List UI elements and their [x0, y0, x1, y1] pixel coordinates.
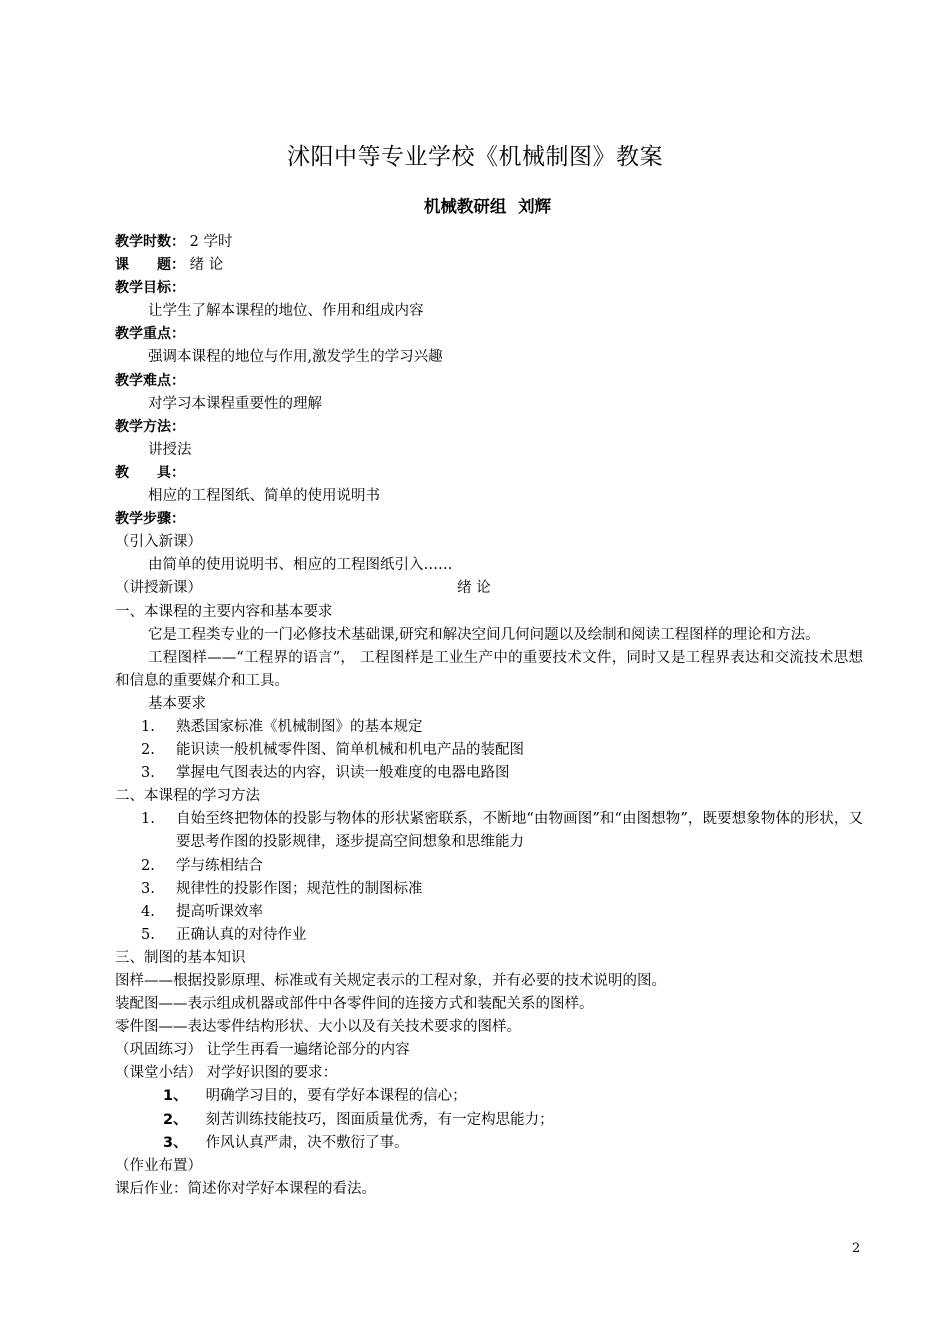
lecture-title: 绪 论 — [457, 580, 491, 597]
list-item-text: 提高听课效率 — [176, 903, 263, 920]
hours-row — [115, 231, 863, 254]
list-item-text: 学与练相结合 — [176, 857, 263, 874]
list-item-number: 2. — [141, 742, 155, 759]
list-item-text: 自始至终把物体的投影与物体的形状紧密联系，不断地“由物画图”和“由图想物”，既要想象物体的形状，又要思考作图的投影规律，逐步提高空间想象和思维能力 — [176, 811, 863, 851]
definition-drawing: 图样——根据投影原理、标准或有关规定表示的工程对象，并有必要的技术说明的图。 — [115, 973, 666, 989]
practice-label: （巩固练习） — [115, 1042, 202, 1059]
lesson-plan-body — [115, 231, 863, 1201]
page-number: 2 — [852, 1241, 861, 1256]
tools-value: 相应的工程图纸、简单的使用说明书 — [148, 488, 380, 505]
definition-part-drawing: 零件图——表达零件结构形状、大小以及有关技术要求的图样。 — [115, 1019, 521, 1036]
methods-list — [115, 808, 863, 947]
key-label: 教学重点： — [115, 326, 185, 343]
list-item-text: 正确认真的对待作业 — [176, 926, 307, 943]
list-item — [115, 762, 863, 785]
list-item — [115, 808, 863, 854]
list-item — [115, 901, 863, 924]
summary-text: 对学好识图的要求： — [206, 1065, 338, 1082]
summary-row — [115, 1062, 863, 1085]
homework-text: 课后作业：简述你对学好本课程的看法。 — [115, 1180, 376, 1197]
list-item-number: 3、 — [163, 1134, 188, 1151]
requirements-label: 基本要求 — [148, 695, 206, 712]
steps-label: 教学步骤： — [115, 511, 185, 528]
lecture-label: （讲授新课） — [115, 580, 202, 597]
practice-row — [115, 1039, 863, 1062]
tools-label: 教 具： — [115, 464, 185, 481]
section2-heading: 二、本课程的学习方法 — [115, 788, 260, 805]
hours-label: 教学时数： — [115, 234, 185, 250]
goal-value: 让学生了解本课程的地位、作用和组成内容 — [148, 303, 424, 320]
section1-heading: 一、本课程的主要内容和基本要求 — [115, 603, 333, 620]
intro-label: （引入新课） — [115, 534, 202, 551]
list-item — [115, 1109, 863, 1132]
section1-paragraph-1: 它是工程类专业的一门必修技术基础课,研究和解决空间几何问题以及绘制和阅读工程图样的理论和方法。 — [148, 626, 820, 643]
section1-paragraph-2: 工程图样——“工程界的语言”， 工程图样是工业生产中的重要技术文件，同时又是工程界表达和交流技术思想和信息的重要媒介和工具。 — [115, 649, 863, 689]
homework-label: （作业布置） — [115, 1157, 202, 1174]
difficulty-value: 对学习本课程重要性的理解 — [148, 395, 322, 412]
list-item-number: 5. — [141, 926, 155, 943]
list-item-text: 能识读一般机械零件图、简单机械和机电产品的装配图 — [176, 742, 524, 759]
list-item-number: 3. — [141, 765, 155, 782]
topic-value: 绪 论 — [189, 257, 224, 274]
method-label: 教学方法： — [115, 418, 185, 435]
lecture-row — [115, 577, 863, 600]
list-item-text: 规律性的投影作图；规范性的制图标准 — [176, 880, 423, 897]
document-title: 沭阳中等专业学校《机械制图》教案 — [287, 144, 663, 170]
list-item-number: 3. — [141, 880, 155, 897]
list-item — [115, 739, 863, 762]
list-item-number: 1. — [141, 811, 155, 828]
list-item — [115, 1085, 863, 1108]
list-item — [115, 924, 863, 947]
summary-label: （课堂小结） — [115, 1065, 202, 1082]
list-item-text: 掌握电气图表达的内容，识读一般难度的电器电路图 — [176, 765, 510, 782]
list-item — [115, 855, 863, 878]
list-item-number: 2、 — [163, 1111, 188, 1128]
list-item — [115, 1132, 863, 1155]
list-item-number: 1. — [141, 718, 155, 735]
hours-value: 2 学时 — [189, 234, 233, 250]
summary-list — [115, 1085, 863, 1154]
goal-label: 教学目标： — [115, 280, 185, 297]
topic-label: 课 题： — [115, 257, 185, 274]
method-value: 讲授法 — [148, 441, 192, 458]
intro-text: 由简单的使用说明书、相应的工程图纸引入…… — [148, 557, 453, 574]
requirements-list — [115, 716, 863, 785]
list-item — [115, 878, 863, 901]
definition-assembly-drawing: 装配图——表示组成机器或部件中各零件间的连接方式和装配关系的图样。 — [115, 996, 594, 1013]
difficulty-label: 教学难点： — [115, 372, 185, 389]
list-item-number: 2. — [141, 857, 155, 874]
section3-heading: 三、制图的基本知识 — [115, 949, 246, 966]
list-item — [115, 716, 863, 739]
list-item-text: 刻苦训练技能技巧，图面质量优秀，有一定构思能力； — [205, 1111, 554, 1128]
document-subtitle: 机械教研组 刘辉 — [423, 197, 552, 216]
list-item-number: 4. — [141, 903, 155, 920]
list-item-text: 熟悉国家标准《机械制图》的基本规定 — [176, 718, 423, 735]
list-item-text: 明确学习目的，要有学好本课程的信心； — [205, 1088, 467, 1105]
key-value: 强调本课程的地位与作用,激发学生的学习兴趣 — [148, 349, 443, 366]
list-item-text: 作风认真严肃，决不敷衍了事。 — [205, 1134, 409, 1151]
list-item-number: 1、 — [163, 1088, 188, 1105]
practice-text: 让学生再看一遍绪论部分的内容 — [206, 1042, 410, 1059]
topic-row — [115, 254, 863, 277]
